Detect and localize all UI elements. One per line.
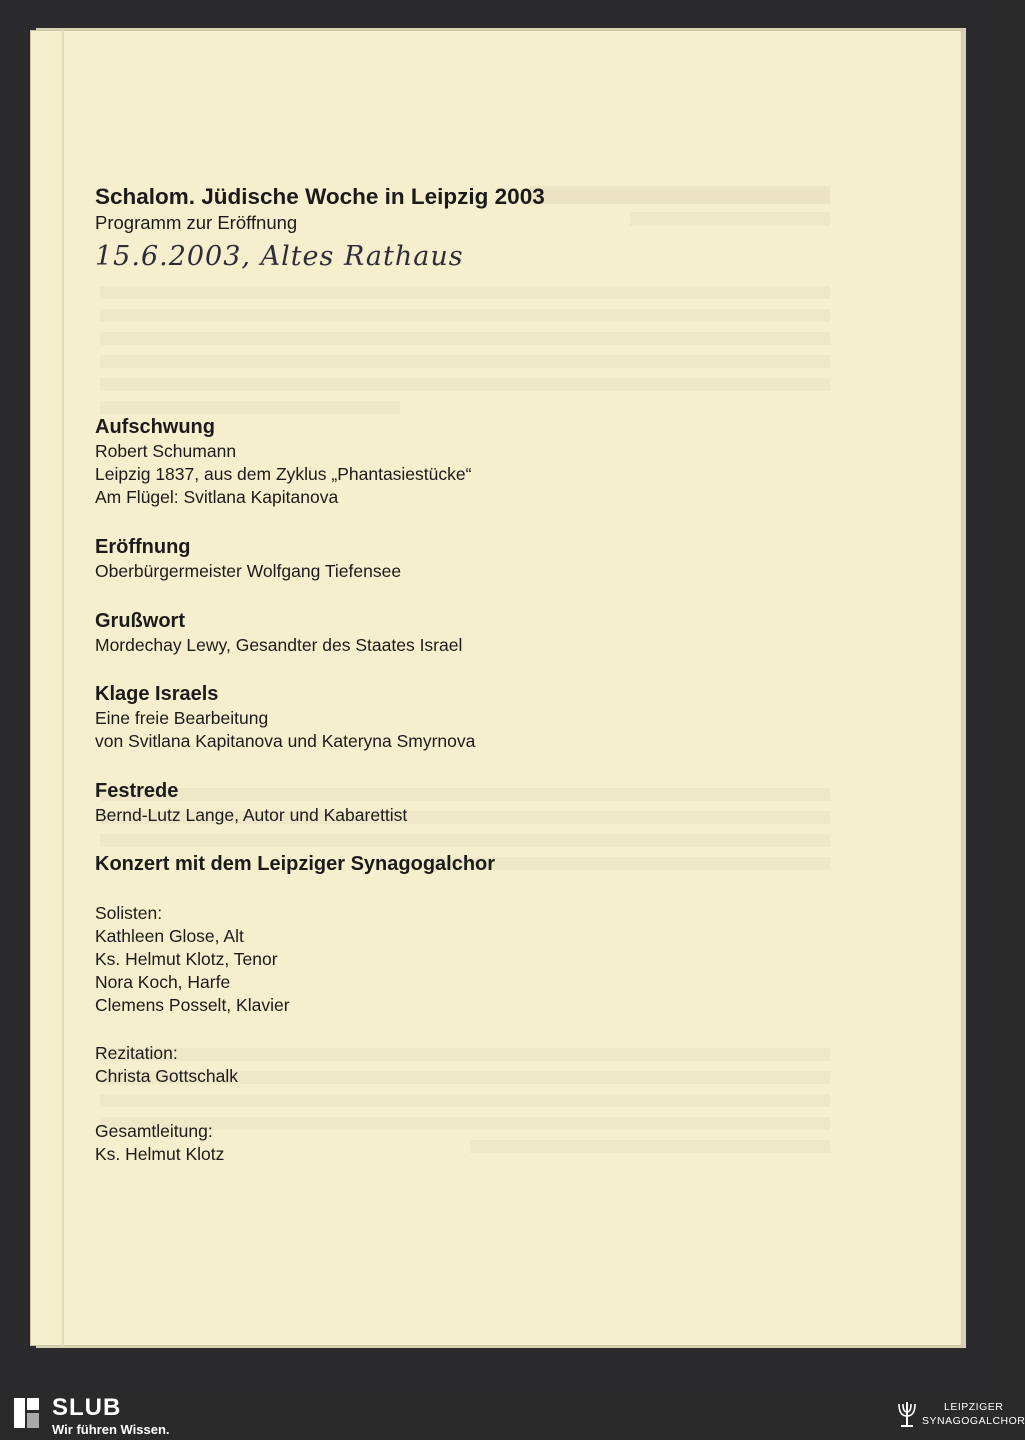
soloist-entry: Clemens Posselt, Klavier bbox=[95, 995, 290, 1015]
footer-bar bbox=[0, 1390, 1025, 1440]
soloist-entry: Ks. Helmut Klotz, Tenor bbox=[95, 949, 278, 969]
program-item-heading: Konzert mit dem Leipziger Synagogalchor bbox=[95, 853, 496, 875]
direction-label: Gesamtleitung: bbox=[95, 1121, 213, 1141]
program-item-heading: Grußwort bbox=[95, 610, 185, 632]
program-item-line: Bernd-Lutz Lange, Autor und Kabarettist bbox=[95, 805, 408, 825]
page-fold bbox=[62, 30, 64, 1346]
recitation-block bbox=[95, 1042, 795, 1088]
direction-name: Ks. Helmut Klotz bbox=[95, 1144, 225, 1164]
program-item bbox=[95, 681, 795, 753]
program-header bbox=[95, 183, 795, 272]
page-subtitle: Programm zur Eröffnung bbox=[95, 212, 298, 233]
slub-name: SLUB bbox=[52, 1394, 122, 1421]
slub-logo-icon bbox=[14, 1398, 44, 1433]
choir-logo-line: SYNAGOGALCHOR bbox=[922, 1415, 1025, 1427]
soloist-entry: Kathleen Glose, Alt bbox=[95, 926, 244, 946]
page-title: Schalom. Jüdische Woche in Leipzig 2003 bbox=[95, 184, 545, 209]
slub-slogan: Wir führen Wissen. bbox=[52, 1422, 170, 1437]
program-item-heading: Festrede bbox=[95, 780, 179, 802]
program-item bbox=[95, 534, 795, 583]
program-item-line: Oberbürgermeister Wolfgang Tiefensee bbox=[95, 561, 402, 581]
program-item-line: Eine freie Bearbeitung bbox=[95, 708, 269, 728]
program-item bbox=[95, 608, 795, 657]
recitation-name: Christa Gottschalk bbox=[95, 1066, 238, 1086]
program-item bbox=[95, 851, 795, 877]
choir-logo-text bbox=[922, 1400, 1025, 1428]
handwritten-note: 15.6.2003, Altes Rathaus bbox=[95, 241, 464, 272]
soloists-label: Solisten: bbox=[95, 903, 163, 923]
soloist-entry: Nora Koch, Harfe bbox=[95, 972, 231, 992]
program-item-line: Robert Schumann bbox=[95, 441, 237, 461]
program-item-line: Am Flügel: Svitlana Kapitanova bbox=[95, 487, 339, 507]
program-item-heading: Klage Israels bbox=[95, 683, 219, 705]
direction-block bbox=[95, 1120, 795, 1166]
menorah-icon bbox=[896, 1398, 918, 1435]
program-item-line: Leipzig 1837, aus dem Zyklus „Phantasiestücke“ bbox=[95, 464, 472, 484]
soloists-list bbox=[95, 902, 795, 1017]
program-item-line: von Svitlana Kapitanova und Kateryna Smyrnova bbox=[95, 731, 476, 751]
program-item-heading: Eröffnung bbox=[95, 536, 191, 558]
choir-logo-line: LEIPZIGER bbox=[944, 1401, 1004, 1413]
recitation-label: Rezitation: bbox=[95, 1043, 178, 1063]
program-item bbox=[95, 414, 795, 509]
program-item-heading: Aufschwung bbox=[95, 416, 215, 438]
program-item-line: Mordechay Lewy, Gesandter des Staates Israel bbox=[95, 635, 463, 655]
program-item bbox=[95, 778, 795, 827]
